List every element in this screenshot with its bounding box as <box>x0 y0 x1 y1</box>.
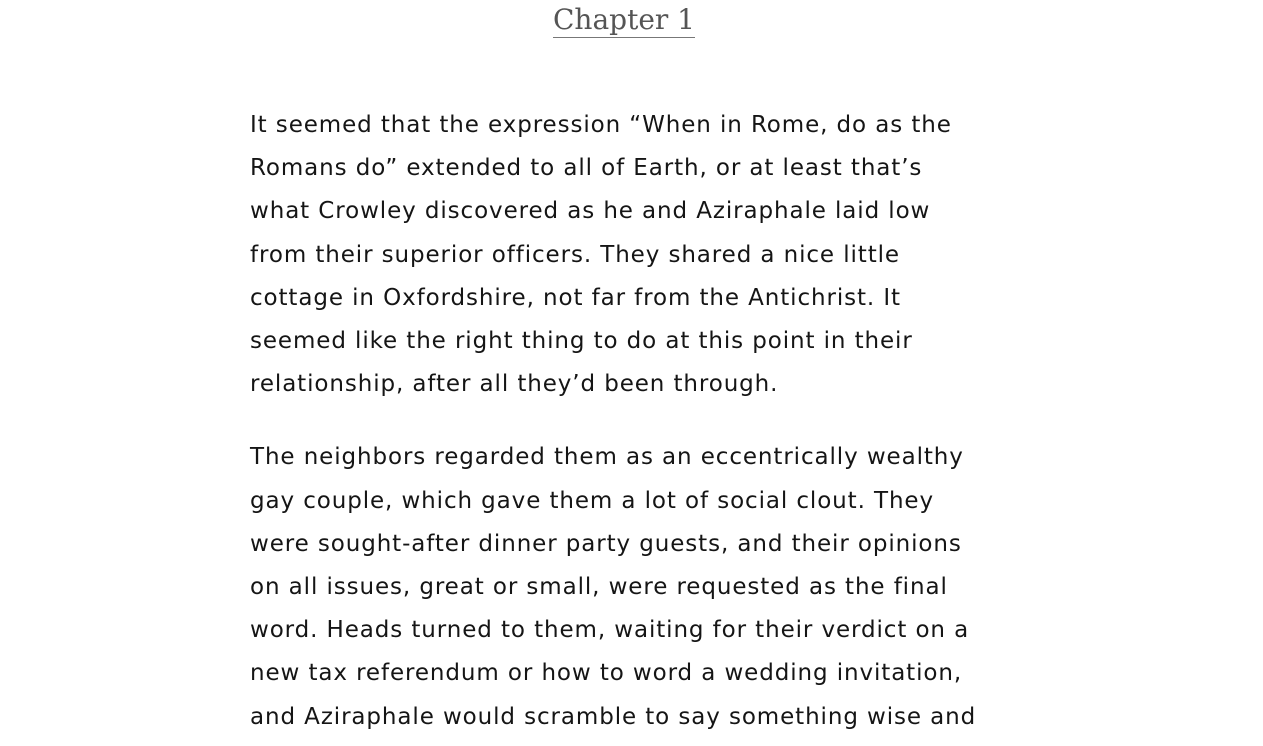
text-line: and Aziraphale would scramble to say something wise and <box>250 703 977 730</box>
text-line: cottage in Oxfordshire, not far from the Antichrist. It <box>250 284 901 311</box>
text-line: It seemed that the expression “When in Rome, do as the <box>250 112 952 138</box>
text-line: gay couple, which gave them a lot of social clout. They <box>250 487 934 514</box>
text-line: new tax referendum or how to word a wedding invitation, <box>250 660 963 687</box>
story-text <box>250 104 1010 746</box>
text-line: on all issues, great or small, were requested as the final <box>250 574 948 601</box>
text-line: word. Heads turned to them, waiting for their verdict on a <box>250 617 970 644</box>
text-line: The neighbors regarded them as an eccentrically wealthy <box>250 444 964 471</box>
text-line: were sought-after dinner party guests, and their opinions <box>250 530 962 557</box>
text-line: relationship, after all they’d been through. <box>250 371 779 398</box>
chapter-title <box>0 2 1248 38</box>
text-line: seemed like the right thing to do at this point in their <box>250 328 913 355</box>
paragraph-1 <box>250 104 1010 406</box>
chapter-title-text: Chapter 1 <box>553 3 695 36</box>
text-line: from their superior officers. They shared a nice little <box>250 241 900 268</box>
paragraph-2 <box>250 436 1010 738</box>
text-line: Romans do” extended to all of Earth, or at least that’s <box>250 155 923 182</box>
text-line: what Crowley discovered as he and Aziraphale laid low <box>250 198 931 225</box>
